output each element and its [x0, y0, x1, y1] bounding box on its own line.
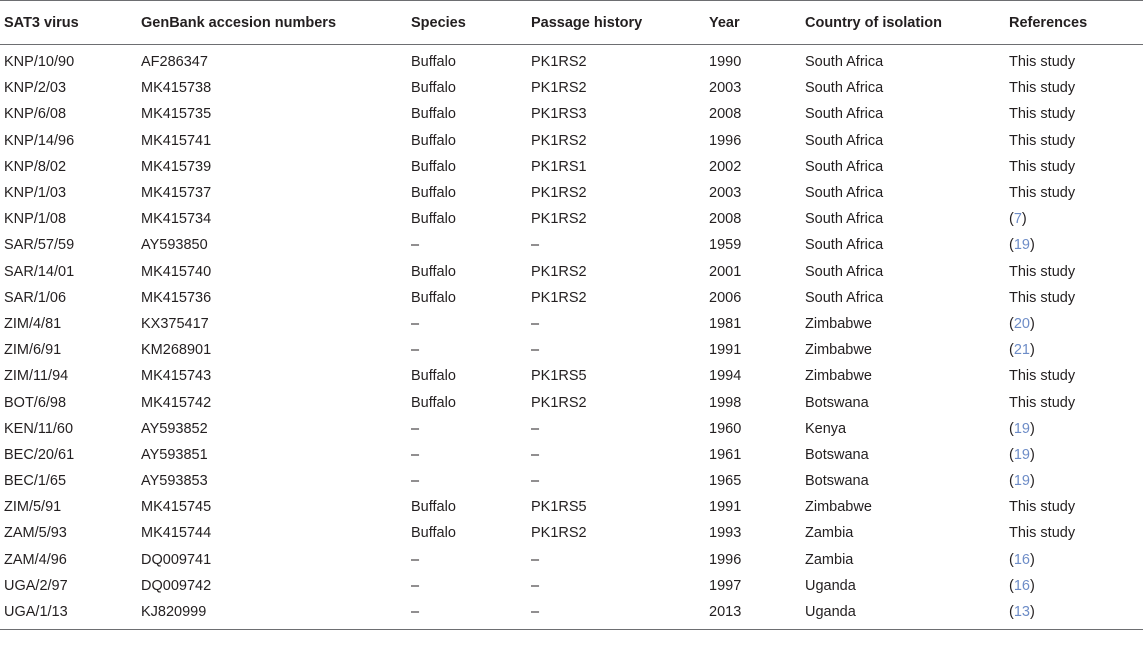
cell-country: Botswana — [805, 473, 869, 490]
cell-reference — [1005, 547, 1143, 573]
column-header-country: Country of isolation — [801, 1, 1005, 45]
cell-passage: PK1RS5 — [531, 499, 587, 516]
cell-genbank: MK415744 — [141, 525, 212, 542]
cell-country: South Africa — [805, 289, 884, 306]
reference-open-paren: ( — [1009, 237, 1014, 254]
table-row — [0, 363, 1143, 389]
cell-country: Uganda — [801, 599, 1005, 630]
cell-passage: PK1RS5 — [531, 368, 587, 385]
cell-virus: BEC/20/61 — [4, 446, 75, 463]
cell-passage: – — [531, 473, 540, 490]
reference-open-paren: ( — [1009, 473, 1014, 490]
cell-reference — [1005, 520, 1143, 546]
cell-genbank: MK415740 — [141, 263, 212, 280]
cell-year: 2006 — [709, 289, 742, 306]
cell-passage: PK1RS1 — [531, 158, 587, 175]
reference-link[interactable]: 7 — [1013, 211, 1022, 228]
cell-passage: PK1RS2 — [531, 525, 587, 542]
column-header-references: References — [1005, 1, 1143, 45]
cell-passage: PK1RS2 — [531, 54, 587, 71]
cell-passage: PK1RS2 — [531, 132, 587, 149]
reference-close-paren: ) — [1029, 577, 1035, 594]
table-row — [0, 101, 1143, 127]
cell-reference — [1005, 259, 1143, 285]
table-row — [0, 75, 1143, 101]
cell-passage: PK1RS2 — [531, 80, 587, 97]
cell-virus: SAR/57/59 — [4, 237, 75, 254]
reference-close-paren: ) — [1029, 315, 1035, 332]
cell-genbank: MK415745 — [141, 499, 212, 516]
cell-genbank: MK415736 — [141, 289, 212, 306]
cell-virus: KNP/8/02 — [4, 158, 67, 175]
reference-text: This study — [1009, 106, 1076, 123]
cell-year: 1996 — [709, 132, 742, 149]
cell-country: South Africa — [805, 185, 884, 202]
cell-genbank: MK415735 — [141, 106, 212, 123]
cell-species: – — [411, 420, 420, 437]
reference-link[interactable]: 20 — [1013, 315, 1030, 332]
cell-genbank: MK415743 — [141, 368, 212, 385]
reference-link[interactable]: 16 — [1013, 577, 1030, 594]
cell-genbank: DQ009741 — [141, 551, 212, 568]
cell-country: Zambia — [805, 551, 854, 568]
cell-species: Buffalo — [411, 499, 456, 516]
reference-link[interactable]: 13 — [1013, 604, 1030, 621]
cell-passage: – — [531, 577, 540, 594]
column-header-year: Year — [705, 1, 801, 45]
cell-year: 1994 — [709, 368, 742, 385]
cell-species: Buffalo — [411, 263, 456, 280]
cell-species: Buffalo — [411, 132, 456, 149]
cell-reference — [1005, 206, 1143, 232]
cell-reference — [1005, 573, 1143, 599]
table-row — [0, 232, 1143, 258]
reference-text: This study — [1009, 525, 1076, 542]
cell-passage: PK1RS2 — [531, 289, 587, 306]
cell-passage: – — [531, 551, 540, 568]
reference-open-paren: ( — [1009, 315, 1014, 332]
cell-virus: ZIM/6/91 — [4, 342, 62, 359]
cell-virus: KNP/10/90 — [4, 54, 75, 71]
table-row — [0, 468, 1143, 494]
cell-year: 1991 — [709, 342, 742, 359]
cell-virus: BEC/1/65 — [4, 473, 67, 490]
reference-text: This study — [1009, 158, 1076, 175]
cell-genbank: KJ820999 — [137, 599, 407, 630]
cell-reference — [1005, 494, 1143, 520]
table-header — [0, 1, 1143, 45]
column-header-genbank: GenBank accesion numbers — [137, 1, 407, 45]
cell-genbank: KM268901 — [141, 342, 212, 359]
cell-reference — [1005, 154, 1143, 180]
cell-species: – — [411, 342, 420, 359]
table-row — [0, 416, 1143, 442]
table-row — [0, 389, 1143, 415]
cell-virus: BOT/6/98 — [4, 394, 67, 411]
reference-text: This study — [1009, 132, 1076, 149]
cell-year: 1998 — [709, 394, 742, 411]
cell-genbank: MK415737 — [141, 185, 212, 202]
cell-species: Buffalo — [411, 525, 456, 542]
cell-country: Zimbabwe — [805, 499, 872, 516]
cell-species: Buffalo — [411, 394, 456, 411]
cell-virus: UGA/2/97 — [4, 577, 68, 594]
table-row — [0, 180, 1143, 206]
cell-species: Buffalo — [411, 289, 456, 306]
reference-link[interactable]: 19 — [1013, 237, 1030, 254]
cell-virus: KNP/1/08 — [4, 211, 67, 228]
cell-year: 1965 — [709, 473, 742, 490]
cell-reference — [1005, 285, 1143, 311]
cell-virus: ZAM/4/96 — [4, 551, 67, 568]
table-row — [0, 154, 1143, 180]
cell-species: Buffalo — [411, 106, 456, 123]
cell-virus: ZAM/5/93 — [4, 525, 67, 542]
cell-year: 1996 — [709, 551, 742, 568]
cell-reference — [1005, 599, 1143, 630]
cell-year: 1997 — [709, 577, 742, 594]
cell-passage: – — [531, 342, 540, 359]
cell-genbank: AY593850 — [141, 237, 208, 254]
cell-virus: KNP/14/96 — [4, 132, 75, 149]
table-body — [0, 45, 1143, 630]
cell-year: 2013 — [705, 599, 801, 630]
cell-reference — [1005, 442, 1143, 468]
reference-text: This study — [1009, 289, 1076, 306]
cell-reference — [1005, 180, 1143, 206]
reference-link[interactable]: 16 — [1013, 551, 1030, 568]
reference-text: This study — [1009, 394, 1076, 411]
cell-country: Botswana — [805, 446, 869, 463]
cell-country: Zimbabwe — [805, 368, 872, 385]
cell-country: South Africa — [805, 132, 884, 149]
reference-link[interactable]: 19 — [1013, 446, 1030, 463]
cell-country: Zimbabwe — [805, 342, 872, 359]
reference-close-paren: ) — [1029, 342, 1035, 359]
cell-passage: PK1RS2 — [531, 185, 587, 202]
reference-close-paren: ) — [1029, 473, 1035, 490]
cell-reference — [1005, 128, 1143, 154]
cell-reference — [1005, 101, 1143, 127]
cell-passage: PK1RS2 — [531, 263, 587, 280]
cell-species: Buffalo — [411, 158, 456, 175]
cell-genbank: MK415742 — [141, 394, 212, 411]
cell-country: South Africa — [805, 237, 884, 254]
table-row — [0, 285, 1143, 311]
cell-reference — [1005, 337, 1143, 363]
reference-open-paren: ( — [1009, 446, 1014, 463]
cell-country: Zambia — [805, 525, 854, 542]
cell-year: 2008 — [709, 211, 742, 228]
cell-virus: UGA/1/13 — [0, 599, 137, 630]
cell-country: Botswana — [805, 394, 869, 411]
cell-species: – — [407, 599, 527, 630]
table-row — [0, 520, 1143, 546]
cell-virus: SAR/1/06 — [4, 289, 67, 306]
table-row — [0, 311, 1143, 337]
column-header-passage: Passage history — [527, 1, 705, 45]
cell-year: 1981 — [709, 315, 742, 332]
cell-reference — [1005, 45, 1143, 76]
cell-passage: – — [531, 446, 540, 463]
cell-country: South Africa — [805, 54, 884, 71]
table-row — [0, 599, 1143, 630]
cell-reference — [1005, 468, 1143, 494]
cell-species: – — [411, 446, 420, 463]
cell-year: 1991 — [709, 499, 742, 516]
cell-species: – — [411, 551, 420, 568]
cell-genbank: AF286347 — [141, 54, 208, 71]
reference-text: This study — [1009, 80, 1076, 97]
cell-passage: PK1RS2 — [531, 394, 587, 411]
reference-close-paren: ) — [1029, 551, 1035, 568]
reference-text: This study — [1009, 368, 1076, 385]
reference-link[interactable]: 19 — [1013, 473, 1030, 490]
reference-link[interactable]: 19 — [1013, 420, 1030, 437]
cell-reference — [1005, 363, 1143, 389]
table-row — [0, 259, 1143, 285]
cell-virus: KEN/11/60 — [4, 420, 74, 437]
cell-country: South Africa — [805, 263, 884, 280]
cell-virus: ZIM/5/91 — [4, 499, 62, 516]
table-row — [0, 128, 1143, 154]
cell-country: South Africa — [805, 211, 884, 228]
cell-reference — [1005, 232, 1143, 258]
cell-genbank: MK415741 — [141, 132, 212, 149]
cell-virus: SAR/14/01 — [4, 263, 75, 280]
cell-virus: KNP/1/03 — [4, 185, 67, 202]
cell-country: South Africa — [805, 80, 884, 97]
cell-year: 2002 — [709, 158, 742, 175]
reference-open-paren: ( — [1009, 211, 1014, 228]
reference-text: This study — [1009, 54, 1076, 71]
cell-species: – — [411, 237, 420, 254]
table-row — [0, 547, 1143, 573]
reference-open-paren: ( — [1009, 551, 1014, 568]
reference-open-paren: ( — [1009, 342, 1014, 359]
cell-year: 1960 — [709, 420, 742, 437]
table-row — [0, 442, 1143, 468]
reference-text: This study — [1009, 185, 1076, 202]
cell-year: 2001 — [709, 263, 742, 280]
cell-passage: – — [527, 599, 705, 630]
cell-species: Buffalo — [411, 185, 456, 202]
column-header-virus: SAT3 virus — [0, 1, 137, 45]
cell-genbank: MK415739 — [141, 158, 212, 175]
reference-close-paren: ) — [1029, 446, 1035, 463]
reference-link[interactable]: 21 — [1013, 342, 1030, 359]
cell-species: – — [411, 315, 420, 332]
cell-passage: – — [531, 237, 540, 254]
cell-genbank: AY593853 — [141, 473, 208, 490]
cell-country: Uganda — [805, 577, 856, 594]
cell-country: South Africa — [805, 106, 884, 123]
cell-virus: KNP/6/08 — [4, 106, 67, 123]
cell-passage: – — [531, 420, 540, 437]
cell-reference — [1005, 389, 1143, 415]
table-row — [0, 337, 1143, 363]
cell-virus: KNP/2/03 — [4, 80, 67, 97]
cell-year: 1959 — [709, 237, 742, 254]
cell-year: 1990 — [709, 54, 742, 71]
reference-open-paren: ( — [1009, 420, 1014, 437]
cell-genbank: AY593851 — [141, 446, 208, 463]
table-row — [0, 573, 1143, 599]
reference-text: This study — [1009, 499, 1076, 516]
reference-open-paren: ( — [1009, 604, 1014, 621]
cell-reference — [1005, 311, 1143, 337]
cell-species: Buffalo — [411, 80, 456, 97]
reference-text: This study — [1009, 263, 1076, 280]
cell-reference — [1005, 416, 1143, 442]
cell-year: 2003 — [709, 80, 742, 97]
cell-virus: ZIM/11/94 — [4, 368, 69, 385]
cell-species: Buffalo — [411, 211, 456, 228]
table-row — [0, 494, 1143, 520]
cell-year: 1961 — [709, 446, 742, 463]
reference-close-paren: ) — [1029, 604, 1035, 621]
reference-close-paren: ) — [1029, 420, 1035, 437]
cell-passage: PK1RS3 — [531, 106, 587, 123]
table-row — [0, 45, 1143, 76]
reference-open-paren: ( — [1009, 577, 1014, 594]
reference-close-paren: ) — [1029, 237, 1035, 254]
cell-genbank: KX375417 — [141, 315, 209, 332]
cell-virus: ZIM/4/81 — [4, 315, 62, 332]
column-header-species: Species — [407, 1, 527, 45]
cell-passage: – — [531, 315, 540, 332]
cell-year: 2003 — [709, 185, 742, 202]
cell-country: Zimbabwe — [805, 315, 872, 332]
cell-species: – — [411, 473, 420, 490]
table-row — [0, 206, 1143, 232]
cell-genbank: MK415734 — [141, 211, 212, 228]
cell-species: Buffalo — [411, 54, 456, 71]
cell-country: South Africa — [805, 158, 884, 175]
cell-reference — [1005, 75, 1143, 101]
cell-species: Buffalo — [411, 368, 456, 385]
cell-genbank: MK415738 — [141, 80, 212, 97]
cell-year: 1993 — [709, 525, 742, 542]
reference-close-paren: ) — [1021, 211, 1027, 228]
cell-genbank: AY593852 — [141, 420, 208, 437]
cell-year: 2008 — [709, 106, 742, 123]
cell-genbank: DQ009742 — [141, 577, 212, 594]
cell-country: Kenya — [805, 420, 847, 437]
cell-passage: PK1RS2 — [531, 211, 587, 228]
cell-species: – — [411, 577, 420, 594]
